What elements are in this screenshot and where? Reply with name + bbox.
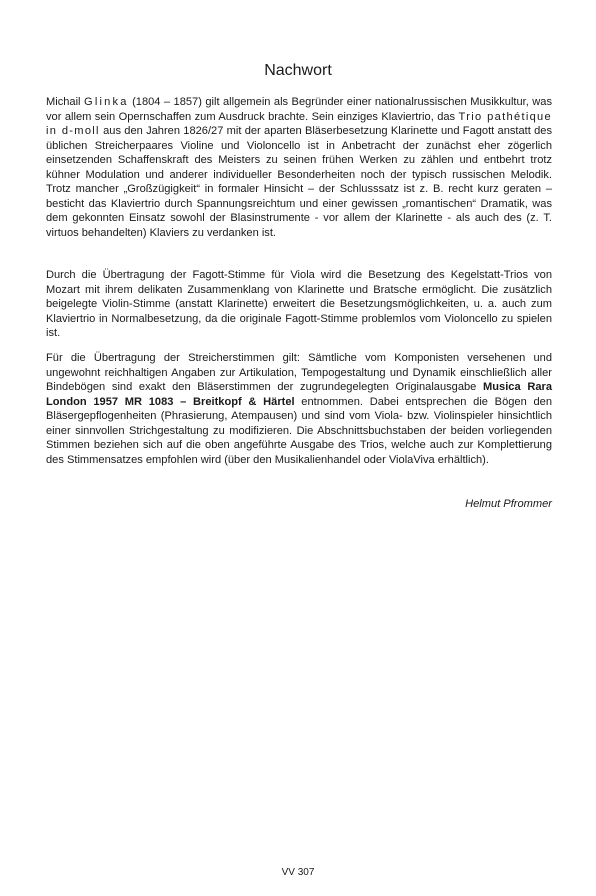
- paragraph-edition-notes: [46, 351, 552, 467]
- para2-text: Durch die Übertragung der Fagott-Stimme für Viola wird die Besetzung des Kegelstatt-Trios von Mozart mit ihrem delikaten Zusammenklang von Klarinette und Bratsche ermöglicht. Die zusätzlich beigelegte Violin-Stimme (anstatt Klarinette) erweitert die Besetzungsmöglichkeiten, u. a. auch zum Klaviertrio in Normalbesetzung, da die originale Fagott-Stimme problemlos vom Violoncello zu spielen ist.: [46, 269, 552, 339]
- para1-text-c: aus den Jahren 1826/27 mit der aparten Bläserbesetzung Klarinette und Fagott anstatt des üblichen Streicherpaares Violine und Violoncello ist in Anbetracht der zunächst eher zögerlich einsetzenden Schaffenskraft des Meisters zu seinen frühen Werken zu zählen und entbehrt trotz kühner Modulation und anderer individueller Besonderheiten noch der typisch russischen Melodik. Trotz mancher „Großzügigkeit“ in formaler Hinsicht – der Schlusssatz ist z. B. recht kurz geraten – besticht das Klaviertrio durch Spannungsreichtum und einer gewissen „romantischen“ Dramatik, was dem gekonnten Einsatz sowohl der Blasinstrumente - vor allem der Klarinette - als auch des (z. T. virtuos behandelten) Klaviers zu verdanken ist.: [46, 125, 553, 239]
- para3-text-b: entnommen. Dabei entsprechen die Bögen den Bläsergepflogenheiten (Phrasierung, Atempausen) und sind vom Viola- bzw. Violinspieler hinsichtlich einer sinnvollen Strichgestaltung zu modifizieren. Die Abschnittsbuchstaben der beiden vorliegenden Stimmen beziehen sich auf die oben angeführte Ausgabe des Trios, welche auch zur Komplettierung des Stimmensatzes empfohlen wird (über den Musikalienhandel oder ViolaViva erhältlich).: [46, 395, 552, 466]
- para3-text-a: Für die Übertragung der Streicherstimmen gilt: Sämtliche vom Komponisten versehenen und ungewohnt reichhaltigen Angaben zur Artikulation, Tempogestaltung und Dynamik einschließlich aller Bindebögen sind exakt den Bläserstimmen der zugrundegelegten Originalausgabe: [46, 352, 552, 393]
- author-signature: Helmut Pfrommer: [465, 498, 552, 510]
- para1-text-b: (1804 – 1857) gilt allgemein als Begründer einer nationalrussischen Musikkultur, was vor allem sein Opernschaffen zum Ausdruck brachte. Sein einziges Klaviertrio, das: [46, 96, 553, 123]
- paragraph-intro: [46, 95, 552, 240]
- paragraph-arrangement: [46, 268, 552, 341]
- page-title: Nachwort: [264, 62, 332, 79]
- edition-reference: Musica Rara London 1957 MR 1083 – Breitkopf & Härtel: [46, 381, 552, 408]
- page-footer-code: VV 307: [281, 867, 315, 878]
- work-title: Trio pathétique in d-moll: [46, 110, 552, 137]
- composer-name: Glinka: [83, 96, 129, 108]
- para1-text-a: Michail: [46, 96, 84, 108]
